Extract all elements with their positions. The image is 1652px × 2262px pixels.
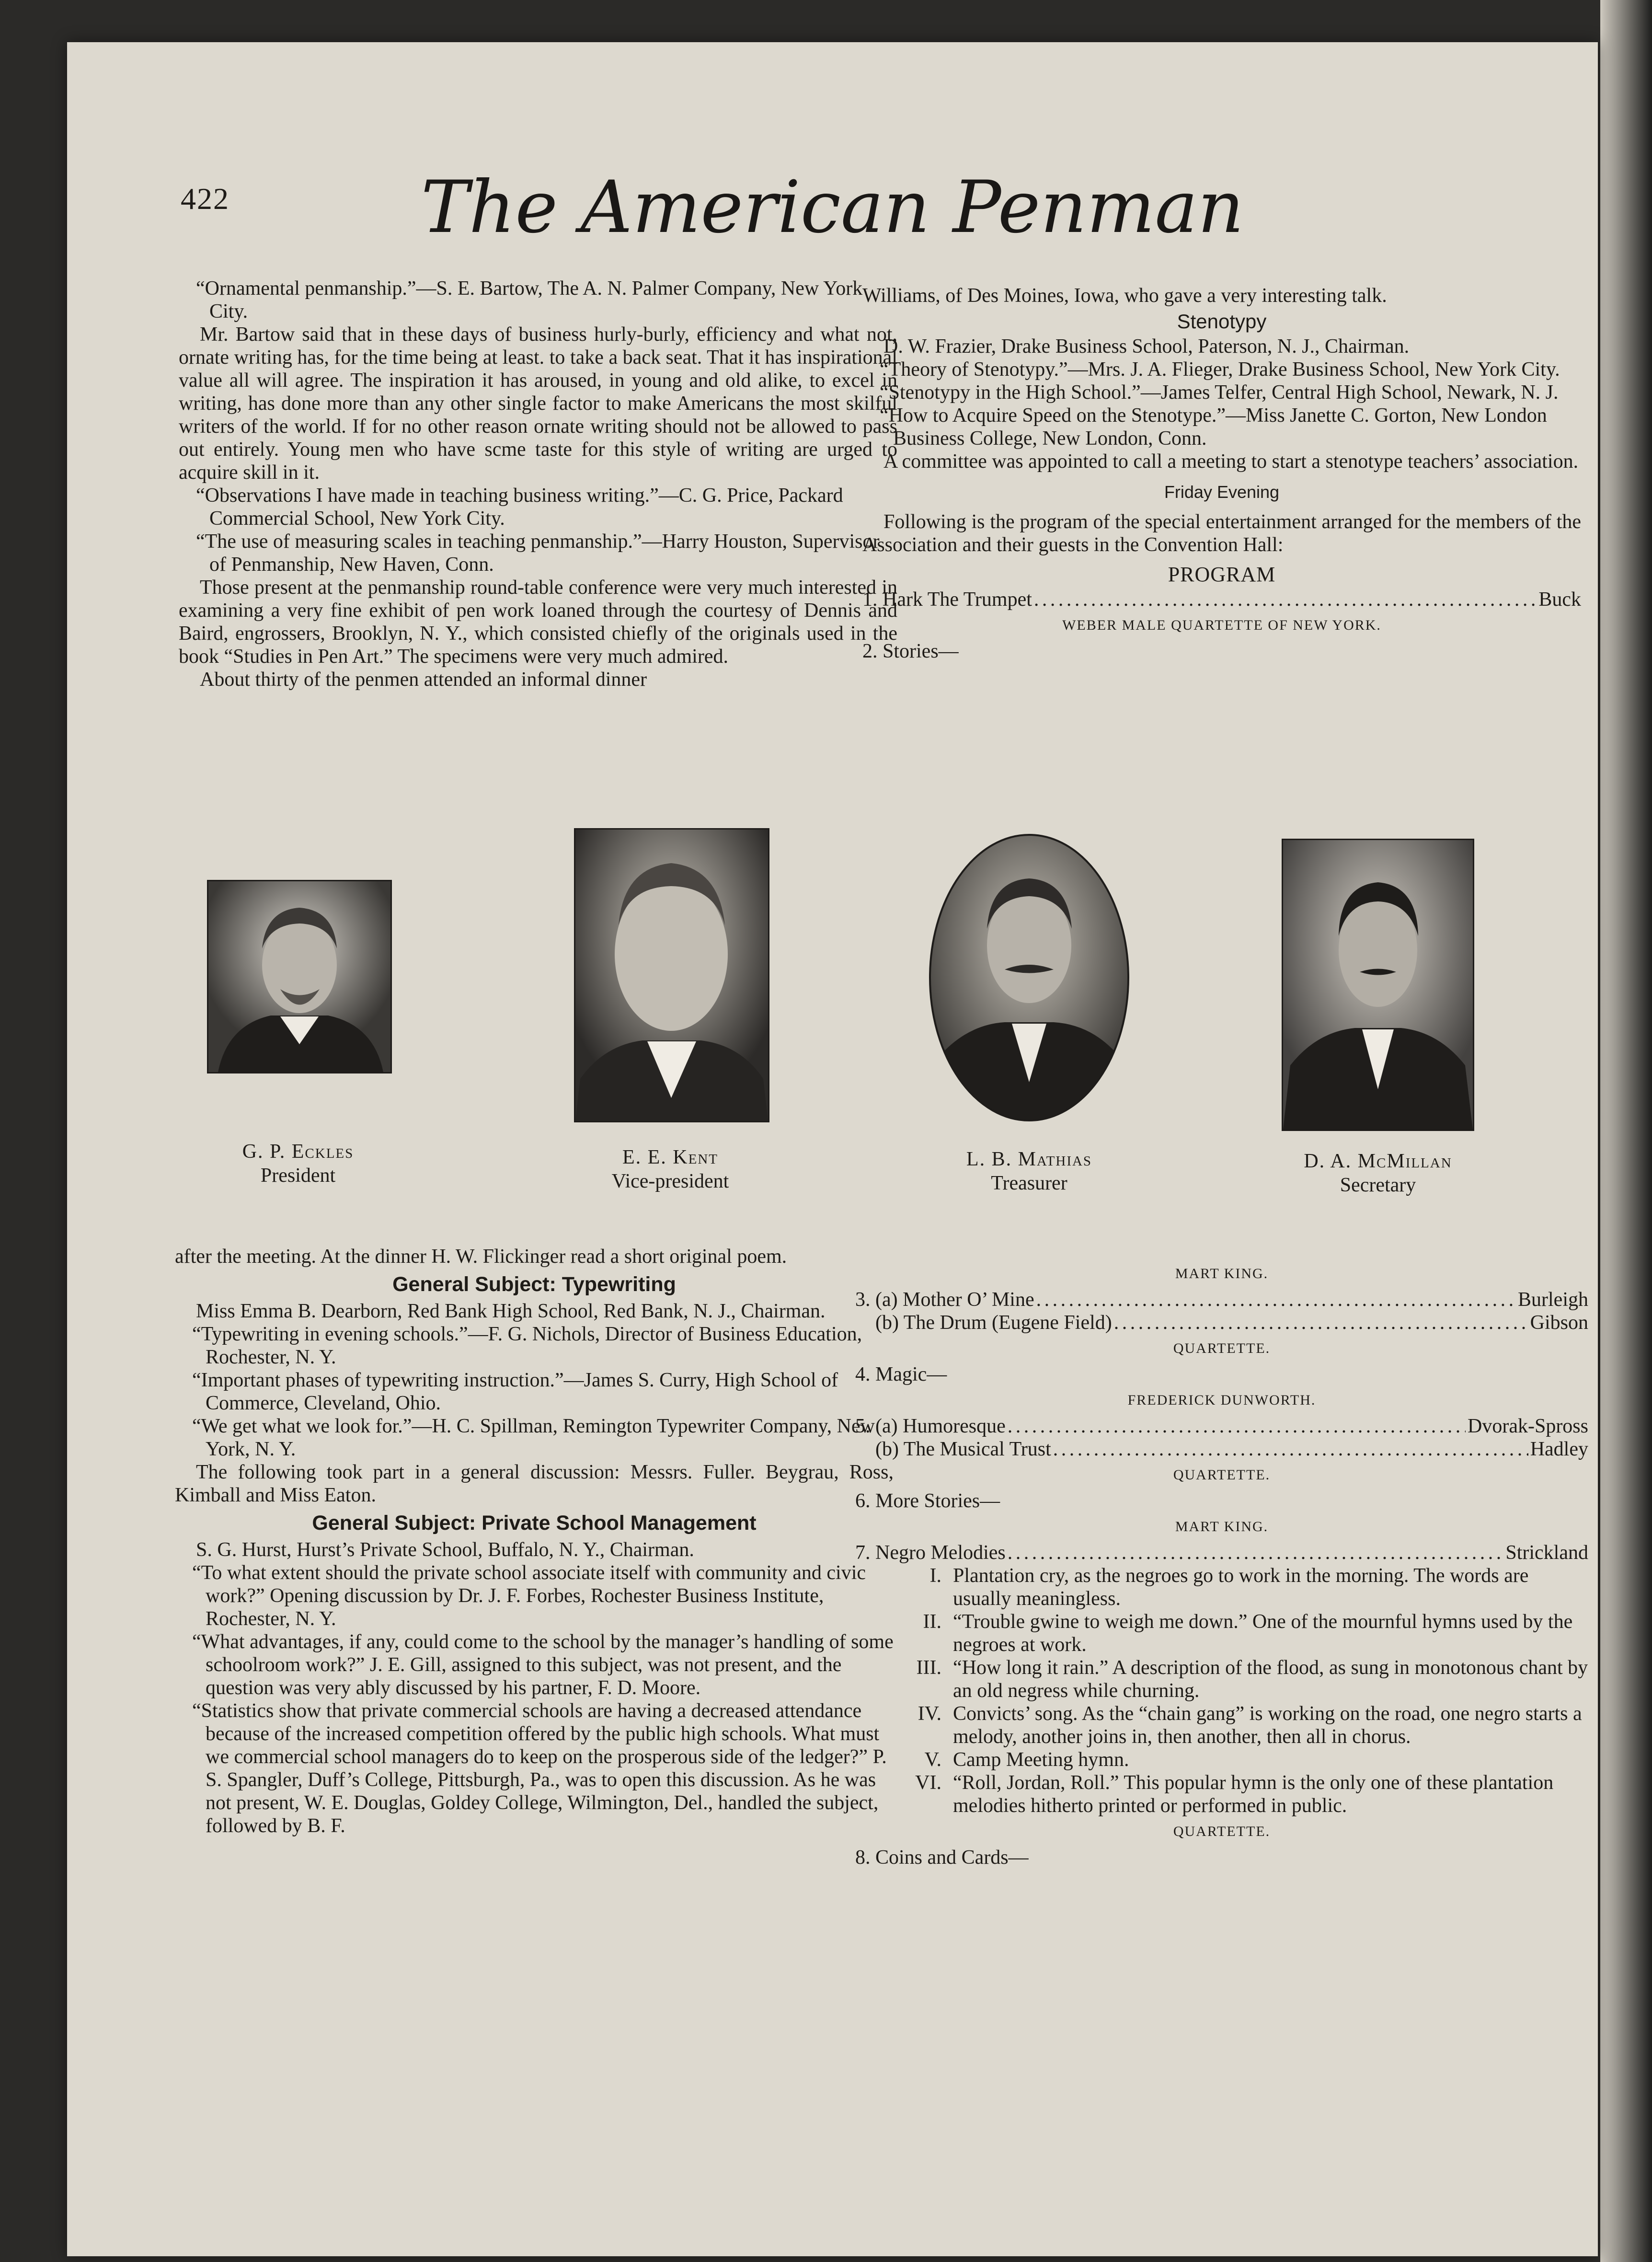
- program-item-composer: Hadley: [1530, 1438, 1588, 1460]
- officer-name: L. B. Mathias: [966, 1148, 1092, 1170]
- column-right-bottom: [855, 1259, 1588, 1869]
- program-entry: “Ornamental penmanship.”—S. E. Bartow, The A. N. Palmer Company, New York City.: [196, 277, 863, 323]
- paragraph: S. G. Hurst, Hurst’s Private School, Buffalo, N. Y., Chairman.: [196, 1539, 694, 1561]
- masthead-title: The American Penman: [421, 166, 1244, 249]
- performer-credit: FREDERICK DUNWORTH.: [1127, 1392, 1316, 1408]
- text-line: 8. Coins and Cards—: [855, 1847, 1029, 1869]
- melody-item: [889, 1564, 1588, 1610]
- paragraph: Mr. Bartow said that in these days of business hurly-burly, efficiency and what not, ornate writing has, for the time being at least. to take a back seat. That it has inspirational value all will agree. The inspiration it has aroused, in young and old alike, to excel in writing, has done more than any other single factor to make Americans the most skilful writers of the world. If for no other reason ornate writing should not be allowed to pass out entirely. Young men who have scme taste for this style of writing are urged to acquire skill in it.: [179, 323, 897, 484]
- page-number: 422: [181, 182, 229, 216]
- melody-text: “Roll, Jordan, Roll.” This popular hymn is the only one of these plantation melodies hitherto printed or performed in public.: [953, 1772, 1554, 1817]
- program-item-composer: Strickland: [1505, 1542, 1588, 1564]
- program-item-composer: Burleigh: [1518, 1289, 1588, 1311]
- paragraph: About thirty of the penmen attended an informal dinner: [200, 669, 647, 691]
- melody-item: [889, 1656, 1588, 1702]
- program-entry: “Important phases of typewriting instruction.”—James S. Curry, High School of Commerce, Cleveland, Ohio.: [192, 1369, 838, 1414]
- text-line: Williams, of Des Moines, Iowa, who gave a very interesting talk.: [862, 285, 1387, 307]
- portrait-mathias: [928, 833, 1130, 1122]
- program-item-title: 7. Negro Melodies: [855, 1542, 1006, 1564]
- text-line: 2. Stories—: [862, 640, 959, 662]
- text-line: 4. Magic—: [855, 1363, 947, 1385]
- paragraph: Miss Emma B. Dearborn, Red Bank High School, Red Bank, N. J., Chairman.: [196, 1300, 826, 1322]
- caption-kent: [574, 1145, 766, 1193]
- program-item-title: 5. (a) Humoresque: [855, 1415, 1006, 1437]
- book-binding-edge: [1600, 0, 1652, 2262]
- program-item: [855, 1438, 1588, 1461]
- caption-eckles: [202, 1140, 394, 1188]
- melody-number: IV.: [918, 1703, 941, 1725]
- performer-credit: MART KING.: [1175, 1519, 1269, 1535]
- paragraph: D. W. Frazier, Drake Business School, Paterson, N. J., Chairman.: [883, 335, 1410, 358]
- caption-mcmillan: [1277, 1149, 1479, 1197]
- melody-number: I.: [929, 1565, 941, 1587]
- program-item: [855, 1311, 1588, 1334]
- program-item-title: (b) The Musical Trust: [855, 1438, 1051, 1460]
- section-heading: Stenotypy: [1177, 310, 1267, 333]
- melody-item: [889, 1702, 1588, 1748]
- dot-leader: [1036, 1288, 1516, 1311]
- program-item: [862, 588, 1581, 611]
- paragraph: A committee was appointed to call a meeting to start a stenotype teachers’ association.: [883, 450, 1579, 473]
- dot-leader: [1008, 1541, 1504, 1564]
- portrait-mcmillan: [1282, 839, 1474, 1131]
- program-entry: “To what extent should the private school associate itself with community and civic work?” Opening discussion by Dr. J. F. Forbes, Rochester Business Institute, Rochester, N. Y.: [192, 1562, 866, 1630]
- melody-text: Camp Meeting hymn.: [953, 1749, 1129, 1771]
- program-item: [855, 1541, 1588, 1564]
- melody-item: [889, 1610, 1588, 1656]
- text-line: after the meeting. At the dinner H. W. Flickinger read a short original poem.: [175, 1246, 787, 1268]
- melody-text: “Trouble gwine to weigh me down.” One of the mournful hymns used by the negroes at work.: [953, 1611, 1573, 1656]
- melody-text: Convicts’ song. As the “chain gang” is working on the road, one negro starts a melody, another joins in, then another, then all in chorus.: [953, 1703, 1582, 1748]
- column-left-top: [179, 277, 897, 691]
- performer-credit: QUARTETTE.: [1173, 1823, 1271, 1839]
- dot-leader: [1008, 1415, 1466, 1438]
- column-left-bottom: [175, 1245, 894, 1837]
- melody-text: Plantation cry, as the negroes go to work in the morning. The words are usually meaningless.: [953, 1565, 1529, 1610]
- program-entry: “How to Acquire Speed on the Stenotype.”—Miss Janette C. Gorton, New London Business College, New London, Conn.: [880, 404, 1547, 450]
- program-entry: “Typewriting in evening schools.”—F. G. Nichols, Director of Business Education, Rochester, N. Y.: [192, 1323, 862, 1368]
- program-item: [855, 1288, 1588, 1311]
- program-heading: PROGRAM: [1168, 563, 1276, 586]
- melody-number: II.: [923, 1611, 941, 1633]
- officer-role: Treasurer: [991, 1172, 1067, 1194]
- officer-role: Secretary: [1340, 1174, 1416, 1196]
- program-item-composer: Gibson: [1530, 1312, 1588, 1334]
- program-item: [855, 1415, 1588, 1438]
- officer-role: President: [260, 1165, 336, 1187]
- program-entry: “Theory of Stenotypy.”—Mrs. J. A. Flieger, Drake Business School, New York City.: [880, 358, 1560, 381]
- performer-credit: QUARTETTE.: [1173, 1467, 1271, 1483]
- melody-item: [889, 1771, 1588, 1817]
- performer-credit: QUARTETTE.: [1173, 1340, 1271, 1356]
- program-item-title: 1. Hark The Trumpet: [862, 589, 1032, 611]
- officer-role: Vice-president: [611, 1170, 729, 1192]
- section-heading: General Subject: Typewriting: [392, 1273, 676, 1296]
- dot-leader: [1053, 1438, 1528, 1461]
- program-entry: “The use of measuring scales in teaching penmanship.”—Harry Houston, Supervisor of Penmanship, New Haven, Conn.: [196, 531, 880, 576]
- program-entry: “What advantages, if any, could come to the school by the manager’s handling of some schoolroom work?” J. E. Gill, assigned to this subject, was not present, and the question was very ably discussed by his partner, F. D. Moore.: [192, 1631, 894, 1699]
- performer-credit: WEBER MALE QUARTETTE OF NEW YORK.: [1062, 617, 1381, 633]
- melody-item: [889, 1748, 1588, 1771]
- caption-mathias: [933, 1147, 1125, 1195]
- text-line: 6. More Stories—: [855, 1490, 1000, 1512]
- section-heading: General Subject: Private School Management: [312, 1512, 757, 1535]
- program-item-composer: Dvorak-Spross: [1468, 1415, 1588, 1437]
- portrait-kent: [574, 828, 769, 1122]
- portrait-eckles: [207, 880, 392, 1073]
- program-entry: “Statistics show that private commercial schools are having a decreased attendance because of the increased competition offered by the public high schools. What must we commercial school managers do to keep on the prosperous side of the ledger?” P. S. Spangler, Duff’s College, Pittsburgh, Pa., was to open this discussion. As he was not present, W. E. Douglas, Goldey College, Wilmington, Del., handled the subject, followed by B. F.: [192, 1700, 887, 1837]
- magazine-page: [67, 42, 1598, 2256]
- dot-leader: [1114, 1311, 1528, 1334]
- melody-number: V.: [924, 1749, 941, 1771]
- program-item-composer: Buck: [1538, 589, 1581, 611]
- dot-leader: [1034, 588, 1537, 611]
- paragraph: Those present at the penmanship round-table conference were very much interested in examining a very fine exhibit of pen work loaned through the courtesy of Dennis and Baird, engrossers, Brooklyn, N. Y., which consisted chiefly of the originals used in the book “Studies in Pen Art.” The specimens were very much admired.: [179, 577, 897, 668]
- section-subheading: Friday Evening: [1164, 482, 1280, 502]
- melody-number: VI.: [915, 1772, 941, 1794]
- melody-number: III.: [916, 1657, 941, 1679]
- program-entry: “Observations I have made in teaching business writing.”—C. G. Price, Packard Commercial School, New York City.: [196, 485, 843, 530]
- program-item-title: (b) The Drum (Eugene Field): [855, 1312, 1112, 1334]
- performer-credit: MART KING.: [1175, 1266, 1269, 1281]
- column-right-top: [862, 284, 1581, 663]
- program-item-title: 3. (a) Mother O’ Mine: [855, 1289, 1034, 1311]
- program-entry: “Stenotypy in the High School.”—James Telfer, Central High School, Newark, N. J.: [880, 381, 1559, 404]
- officer-name: E. E. Kent: [622, 1146, 718, 1168]
- paragraph: Following is the program of the special entertainment arranged for the members of the Association and their guests in the Convention Hall:: [862, 511, 1581, 556]
- officer-name: G. P. Eckles: [242, 1141, 354, 1163]
- melody-text: “How long it rain.” A description of the flood, as sung in monotonous chant by an old negress while churning.: [953, 1657, 1588, 1702]
- program-entry: “We get what we look for.”—H. C. Spillman, Remington Typewriter Company, New York, N. Y.: [192, 1415, 875, 1460]
- officer-name: D. A. McMillan: [1304, 1150, 1452, 1172]
- paragraph: The following took part in a general discussion: Messrs. Fuller. Beygrau, Ross, Kimball and Miss Eaton.: [175, 1461, 894, 1506]
